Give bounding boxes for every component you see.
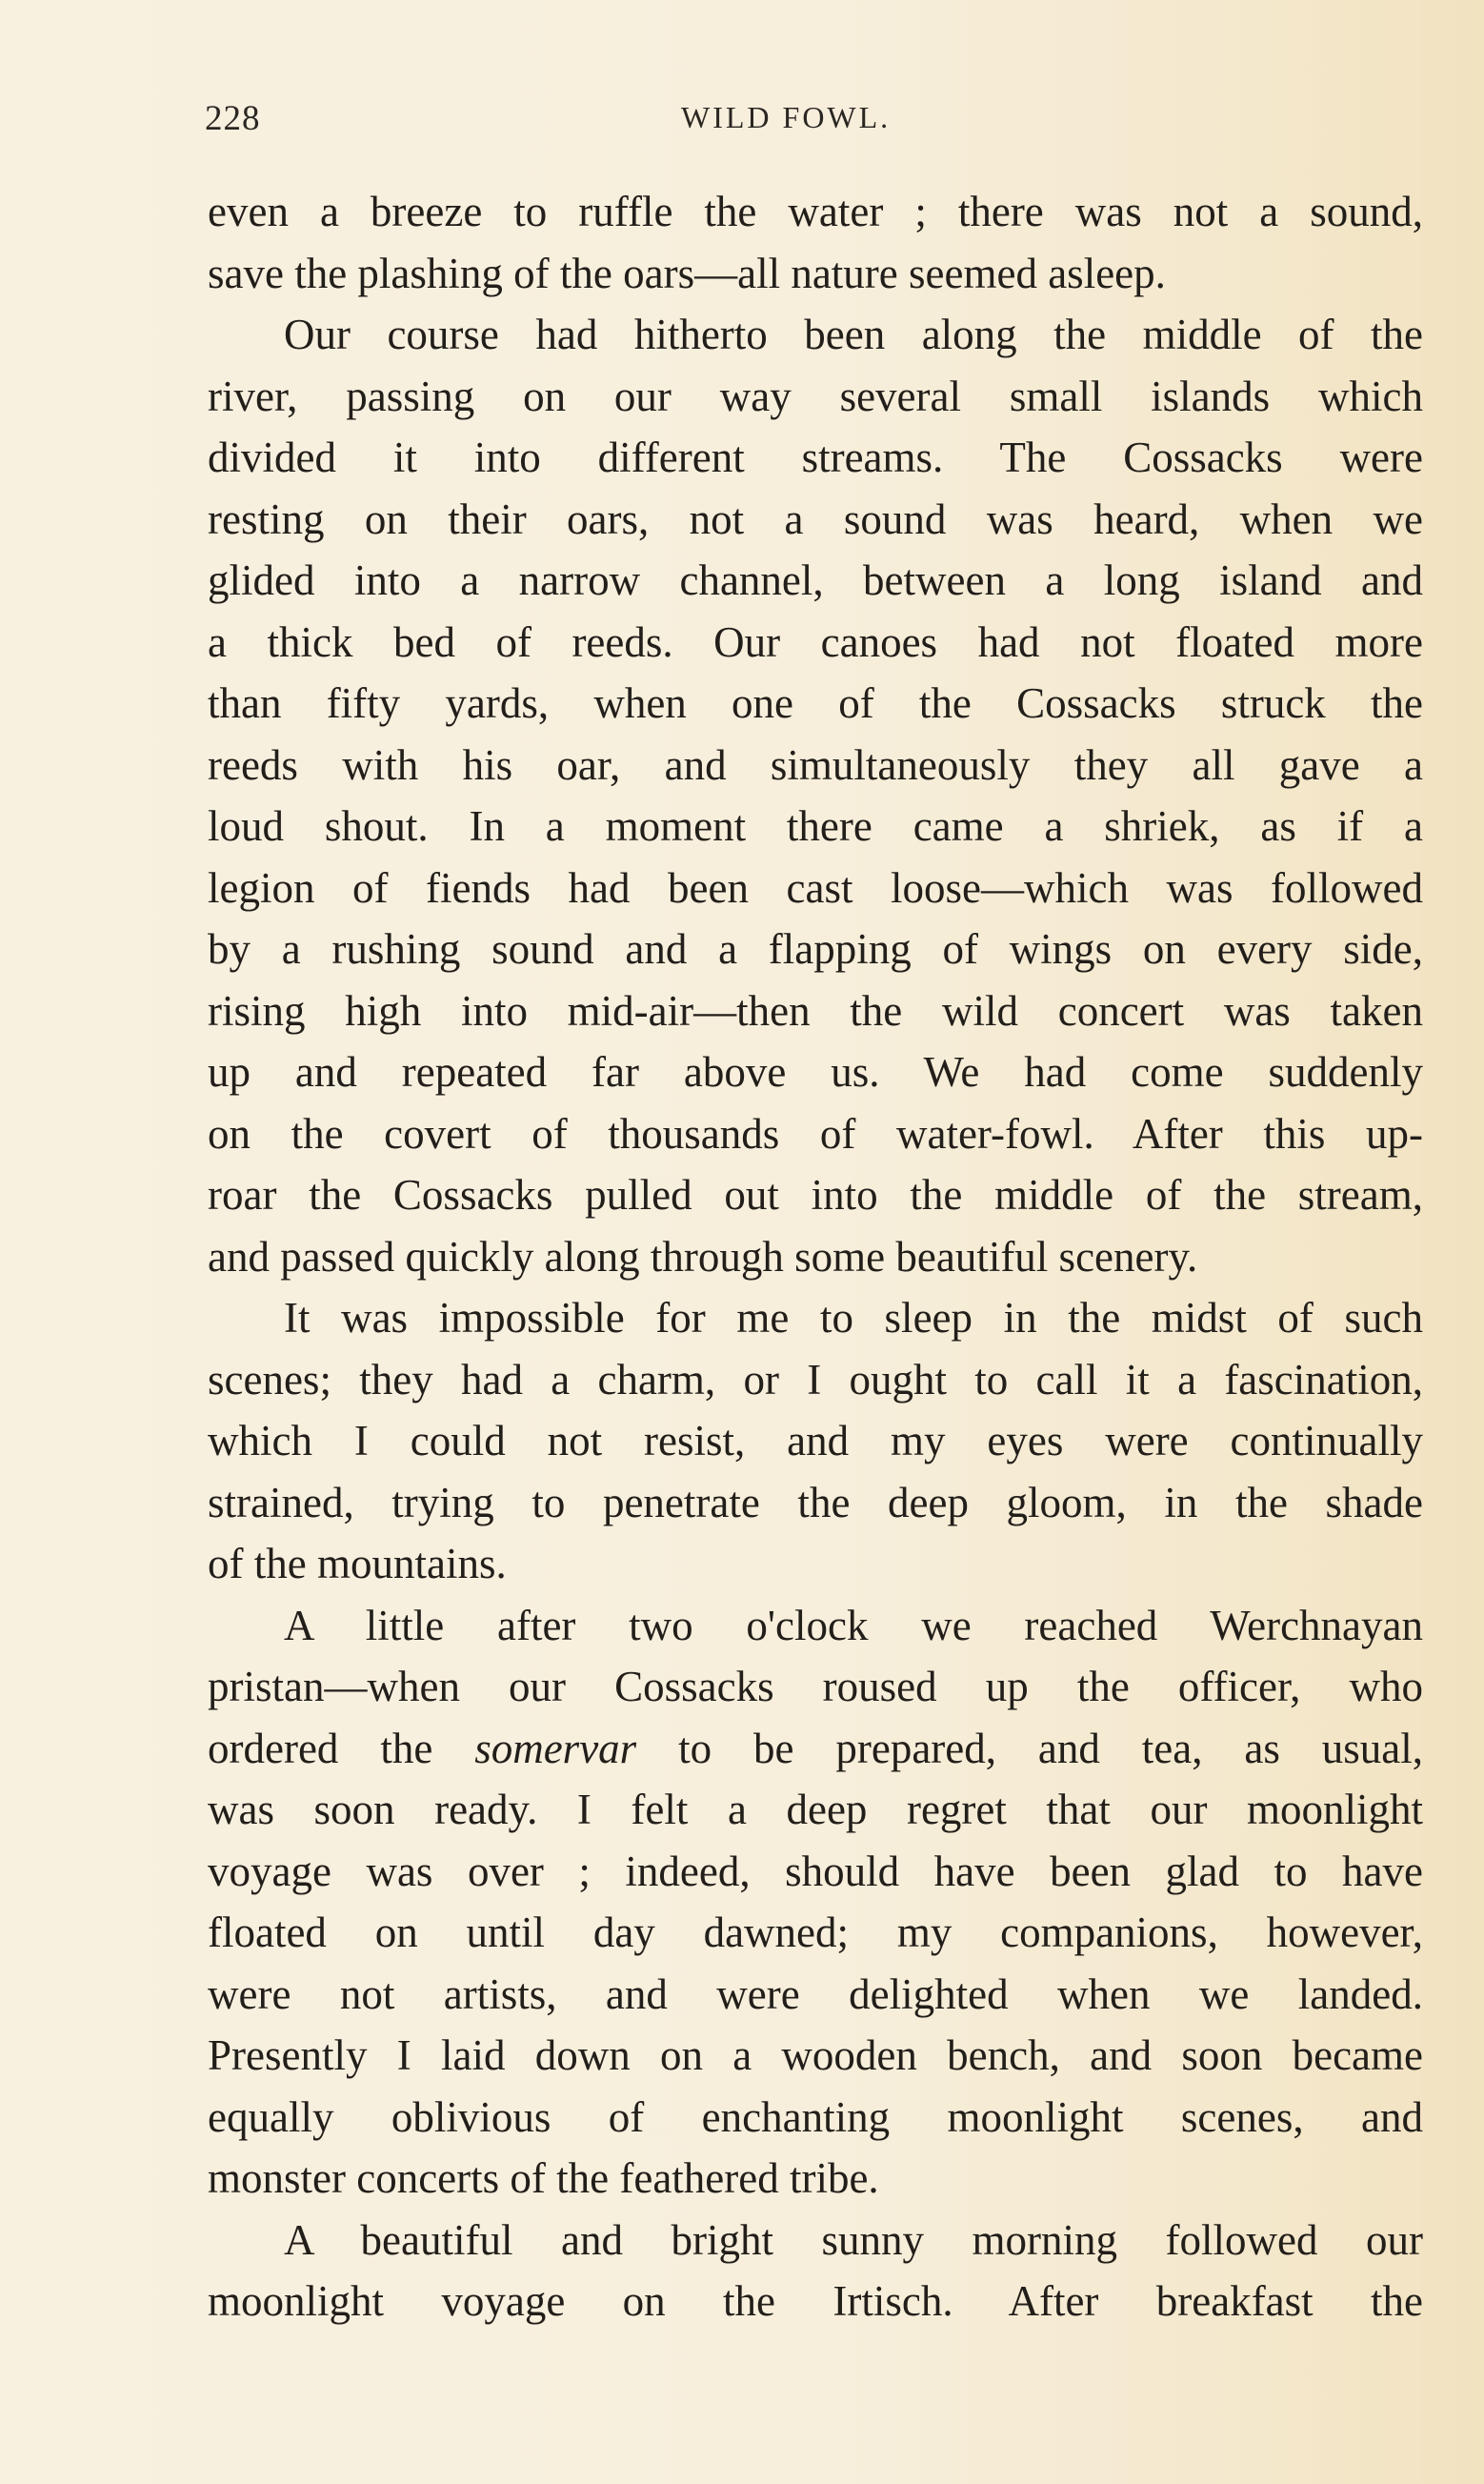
text-line: even a breeze to ruffle the water ; there was not a sound, <box>208 188 1423 235</box>
text-line: save the plashing of the oars—all nature seemed asleep. <box>208 249 1166 297</box>
body-text <box>208 181 1423 2333</box>
text-line: resting on their oars, not a sound was heard, when we <box>208 495 1423 543</box>
text-line: divided it into different streams. The Cossacks were <box>208 434 1423 481</box>
text-line: glided into a narrow channel, between a long island and <box>208 556 1423 604</box>
page-number: 228 <box>205 99 261 138</box>
text-line: by a rushing sound and a flapping of wings on every side, <box>208 925 1423 973</box>
text-line: voyage was over ; indeed, should have been glad to have <box>208 1847 1423 1895</box>
text-line: It was impossible for me to sleep in the midst of such <box>284 1294 1423 1342</box>
text-line: equally oblivious of enchanting moonlight scenes, and <box>208 2092 1423 2141</box>
text-line: was soon ready. I felt a deep regret that our moonlight <box>208 1786 1423 1833</box>
text-line: and passed quickly along through some beautiful scenery. <box>208 1232 1198 1281</box>
text-line: moonlight voyage on the Irtisch. After breakfast the <box>208 2277 1423 2325</box>
line-text-before: ordered the <box>208 1724 475 1772</box>
text-line: up and repeated far above us. We had come suddenly <box>208 1048 1423 1096</box>
text-line: a thick bed of reeds. Our canoes had not floated more <box>208 617 1423 666</box>
text-line: monster concerts of the feathered tribe. <box>208 2154 879 2202</box>
running-head <box>205 98 1426 146</box>
text-line: loud shout. In a moment there came a shriek, as if a <box>208 802 1423 850</box>
text-line: pristan—when our Cossacks roused up the officer, who <box>208 1663 1423 1710</box>
text-line: roar the Cossacks pulled out into the middle of the stream, <box>208 1171 1423 1219</box>
running-title: WILD FOWL. <box>681 100 892 134</box>
text-line: legion of fiends had been cast loose—which was followed <box>208 863 1423 912</box>
text-line: Our course had hitherto been along the middle of the <box>284 311 1423 358</box>
text-line: reeds with his oar, and simultaneously they all gave a <box>208 740 1423 789</box>
text-line: river, passing on our way several small islands which <box>208 372 1423 420</box>
text-line: scenes; they had a charm, or I ought to call it a fascination, <box>208 1355 1423 1404</box>
text-line: were not artists, and were delighted when we landed. <box>208 1969 1423 2018</box>
line-text-after: to be prepared, and tea, as usual, <box>636 1724 1423 1772</box>
text-line: floated on until day dawned; my companions, however, <box>208 1908 1423 1956</box>
text-line: than fifty yards, when one of the Cossacks struck the <box>208 679 1423 727</box>
text-line: on the covert of thousands of water-fowl. After this up- <box>208 1109 1423 1158</box>
text-line: strained, trying to penetrate the deep gloom, in the shade <box>208 1478 1423 1526</box>
text-line: rising high into mid-air—then the wild concert was taken <box>208 986 1423 1035</box>
text-line: A little after two o'clock we reached Werchnayan <box>284 1601 1423 1649</box>
text-line: which I could not resist, and my eyes were continually <box>208 1417 1423 1464</box>
text-line-italic-term <box>208 1718 1423 1780</box>
italic-term: somervar <box>474 1724 637 1772</box>
text-line: A beautiful and bright sunny morning followed our <box>284 2215 1423 2264</box>
text-line: of the mountains. <box>208 1540 507 1587</box>
text-line: Presently I laid down on a wooden bench, and soon became <box>208 2031 1423 2079</box>
